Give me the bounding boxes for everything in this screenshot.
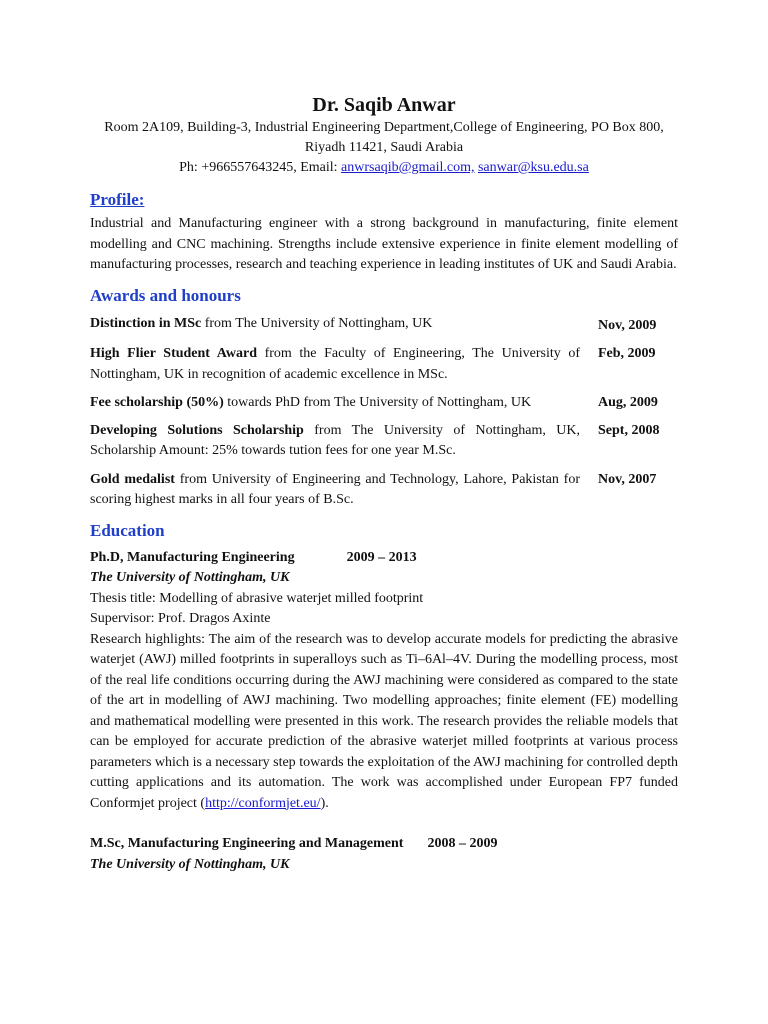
- address-line-2: Riyadh 11421, Saudi Arabia: [304, 140, 464, 155]
- highlights-end: ).: [320, 795, 329, 811]
- award-text: [90, 421, 580, 462]
- award-name: Distinction in MSc: [90, 315, 202, 331]
- phd-institution: The University of Nottingham, UK: [90, 570, 290, 585]
- address-line-1: Room 2A109, Building-3, Industrial Engineering Department,College of Engineering, PO Box 800,: [104, 120, 664, 135]
- msc-degree: M.Sc, Manufacturing Engineering and Management: [90, 836, 404, 851]
- award-text: [90, 393, 580, 414]
- contact-line: [90, 158, 678, 178]
- award-date: Aug, 2009: [598, 395, 658, 410]
- msc-institution: The University of Nottingham, UK: [90, 856, 290, 872]
- highlights-text: Research highlights: The aim of the research was to develop accurate models for predicting the abrasive waterjet (AWJ) milled footprints in superalloys such as Ti–6Al–4V. During the modelling process, most of the real life conditions occurring during the AWJ machining were considered as compared to the state of the art in modelling of AWJ machining. Two modelling approaches; finite element (FE) modelling and mathematical modelling were presented in this work. The research provides the reliable models that can be employed for accurate prediction of the abrasive waterjet milled footprints at various process parameters which is a necessary step towards the exploitation of the AWJ machining for controlled depth cutting applications and its automation. The work was accomplished under European FP7 funded Conformjet project (: [90, 631, 678, 811]
- phd-research-highlights: [90, 630, 678, 815]
- award-description: from The University of Nottingham, UK, Scholarship Amount: 25% towards tution fees for one year M.Sc.: [90, 422, 580, 458]
- cv-content: [90, 92, 678, 875]
- award-item: [90, 344, 678, 385]
- award-item: [90, 421, 678, 462]
- award-date: Nov, 2007: [598, 471, 657, 487]
- phd-heading: [90, 548, 678, 569]
- award-item: [90, 314, 678, 337]
- email-link-2[interactable]: sanwar@ksu.edu.sa: [477, 160, 589, 175]
- award-date: Sept, 2008: [598, 422, 660, 438]
- profile-text: Industrial and Manufacturing engineer with a strong background in manufacturing, finite element modelling and CNC machining. Strengths include extensive experience in finite element modelling of manufacturing processes, research and teaching experience in leading institutes of UK and Saudi Arabia.: [90, 216, 678, 272]
- award-name: High Flier Student Award: [90, 346, 257, 361]
- award-text: [90, 470, 580, 511]
- phd-supervisor: Supervisor: Prof. Dragos Axinte: [90, 611, 271, 626]
- award-name: Developing Solutions Scholarship: [90, 422, 304, 438]
- conformjet-link[interactable]: http://conformjet.eu/: [205, 795, 321, 811]
- award-description: from The University of Nottingham, UK: [201, 315, 433, 331]
- award-description: from the Faculty of Engineering, The University of Nottingham, UK in recognition of academic excellence in MSc.: [90, 346, 580, 382]
- msc-heading: [90, 834, 678, 855]
- award-date: Feb, 2009: [598, 346, 656, 361]
- phd-years: 2009 – 2013: [346, 549, 417, 565]
- phd-degree: Ph.D, Manufacturing Engineering: [90, 549, 295, 565]
- education-heading: Education: [90, 520, 165, 540]
- award-text: [90, 344, 580, 385]
- person-name: Dr. Saqib Anwar: [312, 94, 456, 116]
- award-text: [90, 314, 580, 337]
- award-name: Gold medalist: [90, 471, 175, 487]
- email-link-1[interactable]: anwrsaqib@gmail.com,: [341, 160, 475, 175]
- award-item: [90, 470, 678, 511]
- award-date: Nov, 2009: [598, 317, 657, 333]
- profile-heading: Profile:: [90, 190, 145, 209]
- award-name: Fee scholarship (50%): [90, 395, 224, 410]
- award-item: [90, 393, 678, 414]
- phone-label: Ph: +966557643245, Email:: [179, 160, 342, 175]
- award-description: from University of Engineering and Technology, Lahore, Pakistan for scoring highest marks in all four years of B.Sc.: [90, 471, 580, 507]
- awards-heading: Awards and honours: [90, 285, 241, 305]
- award-description: towards PhD from The University of Nottingham, UK: [223, 395, 532, 410]
- msc-years: 2008 – 2009: [427, 836, 498, 851]
- phd-thesis-title: Thesis title: Modelling of abrasive waterjet milled footprint: [90, 590, 424, 606]
